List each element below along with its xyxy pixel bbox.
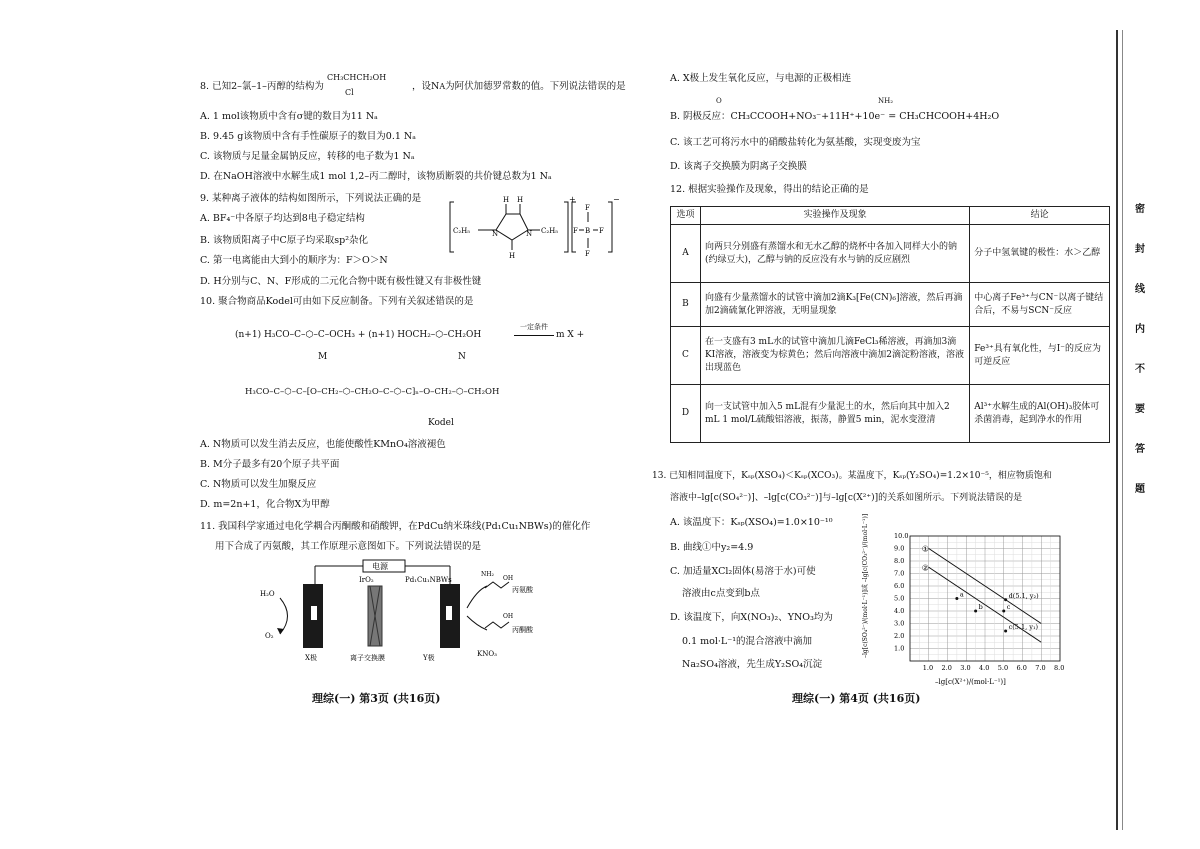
q8-option-c: C. 该物质与足量金属钠反应，转移的电子数为1 Nₐ xyxy=(200,151,415,162)
right-page-footer: 理综(一) 第4页 (共16页) xyxy=(792,692,921,705)
x-tick-label: 5.0 xyxy=(997,664,1009,672)
seal-char: 线 xyxy=(1135,284,1145,295)
q8-stem: 8. 已知2–氯–1–丙醇的结构为 CH₃CHCH₂OH Cl ，设NA为阿伏加德罗常数的值。下列说法错误的是 xyxy=(200,73,626,97)
chart-points xyxy=(955,591,1039,633)
q11-membrane-label: 离子交换膜 xyxy=(350,654,385,662)
q9-option-d: D. H分别与C、N、F形成的二元化合物中既有极性键又有非极性键 xyxy=(200,276,482,287)
q11-iro2-label: IrO₂ xyxy=(359,576,374,584)
q12-row-d-option: D xyxy=(671,385,701,443)
q13-option-c-cont: 溶液由c点变到b点 xyxy=(682,588,760,599)
q12-row-b-option: B xyxy=(671,283,701,327)
q12-row-d-operation: 向一支试管中加入5 mL混有少量泥土的水，然后向其中加入2 mL 1 mol/L硫酸铝溶液，振荡，静置5 min，泥水变澄清 xyxy=(700,385,969,443)
q9-ethyl-left: C₂H₅ xyxy=(453,227,471,235)
q9-f4: F xyxy=(585,250,590,258)
q11-option-d: D. 该离子交换膜为阴离子交换膜 xyxy=(670,161,807,172)
q10-option-a: A. N物质可以发生消去反应，也能使酸性KMnO₄溶液褪色 xyxy=(200,439,446,450)
q13-option-d-cont: 0.1 mol·L⁻¹的混合溶液中滴加 xyxy=(682,636,813,647)
right-page xyxy=(640,0,1110,849)
q9-h2: H xyxy=(517,196,524,204)
q9-f3: F xyxy=(599,227,604,235)
y-tick-label: 6.0 xyxy=(894,582,905,590)
q9-h1: H xyxy=(503,196,510,204)
x-tick-label: 3.0 xyxy=(960,664,971,672)
q9-h3: H xyxy=(509,252,516,260)
q12-row-b-conclusion: 中心离子Fe³⁺与CN⁻以离子键结合后，不易与SCN⁻反应 xyxy=(970,283,1110,327)
data-point xyxy=(1002,610,1005,613)
q9-f1: F xyxy=(585,204,590,212)
q9-option-b: B. 该物质阳离子中C原子均采取sp²杂化 xyxy=(200,235,369,246)
q11-alanine-label: 丙氨酸 xyxy=(512,586,533,594)
q11-electrolysis-diagram xyxy=(255,558,555,668)
x-tick-label: 1.0 xyxy=(922,664,934,672)
x-tick-label: 4.0 xyxy=(979,664,990,672)
seal-warning xyxy=(1130,190,1150,510)
y-tick-label: 8.0 xyxy=(894,557,905,565)
q11-kno3-label: KNO₃ xyxy=(477,650,497,658)
q12-header-conclusion: 结论 xyxy=(970,207,1110,225)
q8-option-a: A. 1 mol该物质中含有σ键的数目为11 Nₐ xyxy=(200,111,378,122)
data-point-label: d(5.1, y₂) xyxy=(1008,591,1039,600)
data-point-label: c xyxy=(1006,603,1011,611)
q11-catalyst-label: Pd₁Cu₁NBWs xyxy=(405,576,452,584)
y-tick-label: 4.0 xyxy=(894,607,905,615)
q12-header-option: 选项 xyxy=(671,207,701,225)
table-row xyxy=(671,283,1110,327)
series-label-2: ② xyxy=(921,563,929,573)
y-tick-label: 10.0 xyxy=(894,532,909,540)
series-label-1: ① xyxy=(921,544,929,554)
y-tick-label: 1.0 xyxy=(894,644,905,653)
q13-stem-1: 13. 已知相同温度下，Kₛₚ(XSO₄)＜Kₛₚ(XCO₃)。某温度下，Kₛₚ(Y₂SO₄)=1.2×10⁻⁵，相应物质饱和 xyxy=(652,471,1052,481)
seal-char: 不 xyxy=(1135,364,1145,375)
q9-stem: 9. 某种离子液体的结构如图所示，下列说法正确的是 xyxy=(200,193,422,204)
x-tick-label: 7.0 xyxy=(1035,664,1046,672)
q10-reaction: (n+1) H₃CO–C–⬡–C–OCH₃ + (n+1) HOCH₂–⬡–CH₂OH xyxy=(235,330,482,340)
q13-option-c: C. 加适量XCl₂固体(易溶于水)可使 xyxy=(670,566,816,577)
q10-option-c: C. N物质可以发生加聚反应 xyxy=(200,479,317,490)
binding-margin xyxy=(1108,30,1192,830)
q12-row-a-conclusion: 分子中氢氧键的极性：水＞乙醇 xyxy=(970,225,1110,283)
data-point xyxy=(955,597,958,600)
table-row xyxy=(671,225,1110,283)
q11-option-b: B. 阴极反应：CH₃CCOOH+NO₃⁻+11H⁺+10e⁻ = CH₃CHCOOH+4H₂O xyxy=(670,111,1000,122)
q10-stem: 10. 聚合物商品Kodel可由如下反应制备。下列有关叙述错误的是 xyxy=(200,296,474,307)
data-point xyxy=(974,610,977,613)
q9-plus: + xyxy=(569,195,576,204)
q12-row-c-option: C xyxy=(671,327,701,385)
q9-n2: N xyxy=(526,230,533,238)
q11-nh2: NH₂ xyxy=(481,571,494,578)
q9-n1: N xyxy=(492,230,499,238)
data-point xyxy=(1004,598,1007,601)
q10-label-kodel: Kodel xyxy=(428,418,454,428)
table-row xyxy=(671,385,1110,443)
q12-row-c-operation: 在一支盛有3 mL水的试管中滴加几滴FeCl₃稀溶液，再滴加3滴KI溶液，溶液变为棕黄色；然后向溶液中滴加2滴淀粉溶液，溶液出现蓝色 xyxy=(700,327,969,385)
data-point-label: a xyxy=(959,590,964,599)
q9-option-a: A. BF₄⁻中各原子均达到8电子稳定结构 xyxy=(200,213,365,224)
y-tick-label: 7.0 xyxy=(894,569,905,578)
q9-b: B xyxy=(585,227,591,235)
q11-stem-1: 11. 我国科学家通过电化学耦合丙酮酸和硝酸钾，在PdCu纳米珠线(Pd₁Cu₁NBWs)的催化作 xyxy=(200,521,591,532)
q12-row-a-option: A xyxy=(671,225,701,283)
binding-line xyxy=(1116,30,1118,830)
q10-option-d: D. m=2n+1，化合物X为甲醇 xyxy=(200,499,330,510)
x-tick-label: 2.0 xyxy=(941,664,952,672)
data-point-label: c(5.1, y₁) xyxy=(1008,623,1039,631)
q12-row-b-operation: 向盛有少量蒸馏水的试管中滴加2滴K₃[Fe(CN)₆]溶液，然后再滴加2滴硫氰化钾溶液，无明显现象 xyxy=(700,283,969,327)
q9-ethyl-right: C₂H₅ xyxy=(541,227,559,235)
q12-stem: 12. 根据实验操作及现象，得出的结论正确的是 xyxy=(670,184,869,195)
q12-row-a-operation: 向两只分别盛有蒸馏水和无水乙醇的烧杯中各加入同样大小的钠(约绿豆大)，乙醇与钠的反应没有水与钠的反应剧烈 xyxy=(700,225,969,283)
left-page-footer: 理综(一) 第3页 (共16页) xyxy=(312,692,441,705)
q10-option-b: B. M分子最多有20个原子共平面 xyxy=(200,459,340,470)
q13-option-a: A. 该温度下：Kₛₚ(XSO₄)=1.0×10⁻¹⁰ xyxy=(670,517,833,528)
q11-y-pole-label: Y极 xyxy=(423,654,435,662)
q11-option-c: C. 该工艺可将污水中的硝酸盐转化为氨基酸，实现变废为宝 xyxy=(670,137,921,148)
q9-ionic-liquid-structure xyxy=(448,192,618,264)
q11-x-pole-label: X极 xyxy=(305,654,317,662)
y-tick-label: 2.0 xyxy=(894,632,905,640)
data-point xyxy=(1004,630,1007,633)
binding-line-thin xyxy=(1122,30,1123,830)
seal-char: 密 xyxy=(1135,204,1145,215)
q13-option-d: D. 该温度下，向X(NO₃)₂、YNO₃均为 xyxy=(670,612,833,623)
q11-option-a: A. X极上发生氧化反应，与电源的正极相连 xyxy=(670,73,852,84)
table-row xyxy=(671,327,1110,385)
q13-stem-2: 溶液中–lg[c(SO₄²⁻)]、–lg[c(CO₃²⁻)]与–lg[c(X²⁺)]的关系如图所示。下列说法错误的是 xyxy=(670,493,1023,503)
seal-char: 封 xyxy=(1135,244,1145,255)
q11-power-label: 电源 xyxy=(372,562,388,571)
q11-stem-2: 用下合成了丙氨酸，其工作原理示意图如下。下列说法错误的是 xyxy=(215,541,482,552)
q10-product: m X + xyxy=(556,330,585,340)
q9-option-c: C. 第一电离能由大到小的顺序为：F＞O＞N xyxy=(200,255,388,266)
data-point-label: b xyxy=(978,603,983,611)
q9-minus: − xyxy=(613,195,620,204)
q8-option-b: B. 9.45 g该物质中含有手性碳原子的数目为0.1 Nₐ xyxy=(200,131,416,142)
q13-option-d-cont2: Na₂SO₄溶液，先生成Y₂SO₄沉淀 xyxy=(682,659,823,670)
q12-table xyxy=(670,206,1110,443)
y-tick-label: 9.0 xyxy=(894,544,905,553)
q10-label-m: M xyxy=(318,352,328,362)
q11b-nh2: NH₂ xyxy=(878,97,894,105)
q8-formula: CH₃CHCH₂OH xyxy=(326,73,387,82)
x-tick-label: 6.0 xyxy=(1016,664,1027,672)
chart-y-axis-label: –lg[c(SO₄²⁻)/(mol·L⁻¹)]或 –lg[c(CO₃²⁻)/(mol·L⁻¹)] xyxy=(862,513,869,658)
q8-option-d: D. 在NaOH溶液中水解生成1 mol 1,2–丙二醇时，该物质断裂的共价键总数为1 Nₐ xyxy=(200,171,552,182)
x-tick-label: 8.0 xyxy=(1054,664,1065,672)
q13-option-b: B. 曲线①中y₂=4.9 xyxy=(670,542,754,553)
y-tick-label: 5.0 xyxy=(894,594,905,603)
seal-char: 答 xyxy=(1135,444,1145,455)
q11-o2-label: O₂ xyxy=(265,632,274,640)
q12-header-row xyxy=(671,207,1110,225)
q10-condition: 一定条件 xyxy=(520,323,548,331)
q11-oh-a: OH xyxy=(503,575,514,582)
q10-label-n: N xyxy=(458,352,466,362)
q10-polymer: H₃CO–C–⬡–C–[O–CH₂–⬡–CH₂O–C–⬡–C]ₙ–O–CH₂–⬡–CH₂OH xyxy=(245,387,500,397)
q11-oh-b: OH xyxy=(503,613,514,620)
q11b-carbonyl-o: O xyxy=(716,97,722,105)
q9-f2: F xyxy=(573,227,578,235)
q12-row-c-conclusion: Fe³⁺具有氧化性，与I⁻的反应为可逆反应 xyxy=(970,327,1110,385)
q10-arrow xyxy=(514,335,554,336)
seal-char: 要 xyxy=(1135,404,1145,415)
q11-h2o-label: H₂O xyxy=(260,590,275,598)
q8-formula-cl: Cl xyxy=(344,88,354,97)
chart-x-axis-label: –lg[c(X²⁺)/(mol·L⁻¹)] xyxy=(935,678,1006,686)
seal-char: 题 xyxy=(1135,484,1145,495)
q12-header-operation: 实验操作及现象 xyxy=(700,207,969,225)
y-tick-label: 3.0 xyxy=(894,619,905,628)
seal-char: 内 xyxy=(1135,324,1145,335)
q13-chart xyxy=(855,513,1075,688)
q11-pyruvate-label: 丙酮酸 xyxy=(512,626,533,634)
q12-row-d-conclusion: Al³⁺水解生成的Al(OH)₃胶体可杀菌消毒，起到净水的作用 xyxy=(970,385,1110,443)
